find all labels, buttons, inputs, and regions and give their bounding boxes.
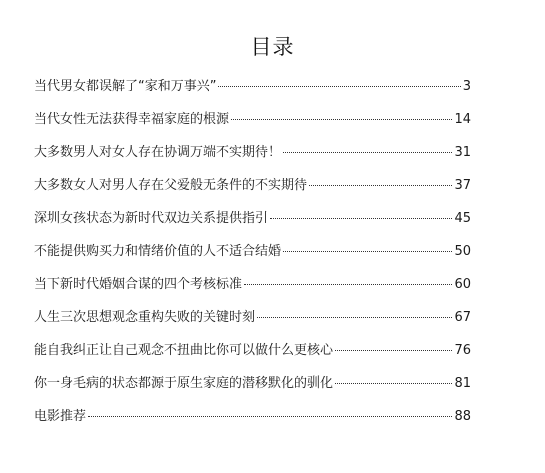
- toc-entry[interactable]: [34, 111, 471, 144]
- toc-entry[interactable]: [34, 276, 471, 309]
- toc-entry-page-number: 3: [462, 79, 471, 94]
- toc-entry-page-number: 45: [454, 211, 471, 226]
- toc-entry-page-number: 37: [454, 178, 471, 193]
- dot-leader: [257, 317, 452, 318]
- toc-entry[interactable]: [34, 342, 471, 375]
- toc-entry[interactable]: [34, 177, 471, 210]
- toc-entry-label: 电影推荐: [34, 409, 87, 424]
- toc-entry-page-number: 50: [454, 244, 471, 259]
- toc-entry[interactable]: [34, 309, 471, 342]
- toc-entry-label: 人生三次思想观念重构失败的关键时刻: [34, 310, 256, 325]
- dot-leader: [283, 152, 452, 153]
- toc-entry-label: 能自我纠正让自己观念不扭曲比你可以做什么更核心: [34, 343, 334, 358]
- toc-entry[interactable]: [34, 243, 471, 276]
- dot-leader: [218, 86, 460, 87]
- toc-list: [34, 78, 471, 441]
- toc-entry-page-number: 60: [454, 277, 471, 292]
- dot-leader: [309, 185, 452, 186]
- toc-entry-label: 深圳女孩状态为新时代双边关系提供指引: [34, 211, 269, 226]
- dot-leader: [231, 119, 452, 120]
- toc-entry-page-number: 14: [454, 112, 471, 127]
- toc-entry-label: 当下新时代婚姻合谋的四个考核标准: [34, 277, 243, 292]
- toc-entry-page-number: 88: [454, 409, 471, 424]
- dot-leader: [335, 383, 452, 384]
- dot-leader: [335, 350, 452, 351]
- toc-entry-label: 大多数男人对女人存在协调万端不实期待！: [34, 145, 282, 160]
- toc-entry-label: 当代男女都误解了“家和万事兴”: [34, 79, 217, 94]
- toc-entry-page-number: 76: [454, 343, 471, 358]
- toc-entry-page-number: 67: [454, 310, 471, 325]
- toc-entry-label: 不能提供购买力和情绪价值的人不适合结婚: [34, 244, 282, 259]
- toc-entry[interactable]: [34, 375, 471, 408]
- dot-leader: [88, 416, 452, 417]
- dot-leader: [283, 251, 452, 252]
- toc-entry[interactable]: [34, 210, 471, 243]
- toc-entry-label: 当代女性无法获得幸福家庭的根源: [34, 112, 230, 127]
- toc-title: 目录: [250, 35, 295, 59]
- toc-entry[interactable]: [34, 408, 471, 441]
- toc-entry-label: 大多数女人对男人存在父爱般无条件的不实期待: [34, 178, 308, 193]
- toc-entry[interactable]: [34, 144, 471, 177]
- dot-leader: [270, 218, 452, 219]
- dot-leader: [244, 284, 452, 285]
- toc-entry[interactable]: [34, 78, 471, 111]
- toc-entry-label: 你一身毛病的状态都源于原生家庭的潜移默化的驯化: [34, 376, 334, 391]
- toc-entry-page-number: 81: [454, 376, 471, 391]
- toc-entry-page-number: 31: [454, 145, 471, 160]
